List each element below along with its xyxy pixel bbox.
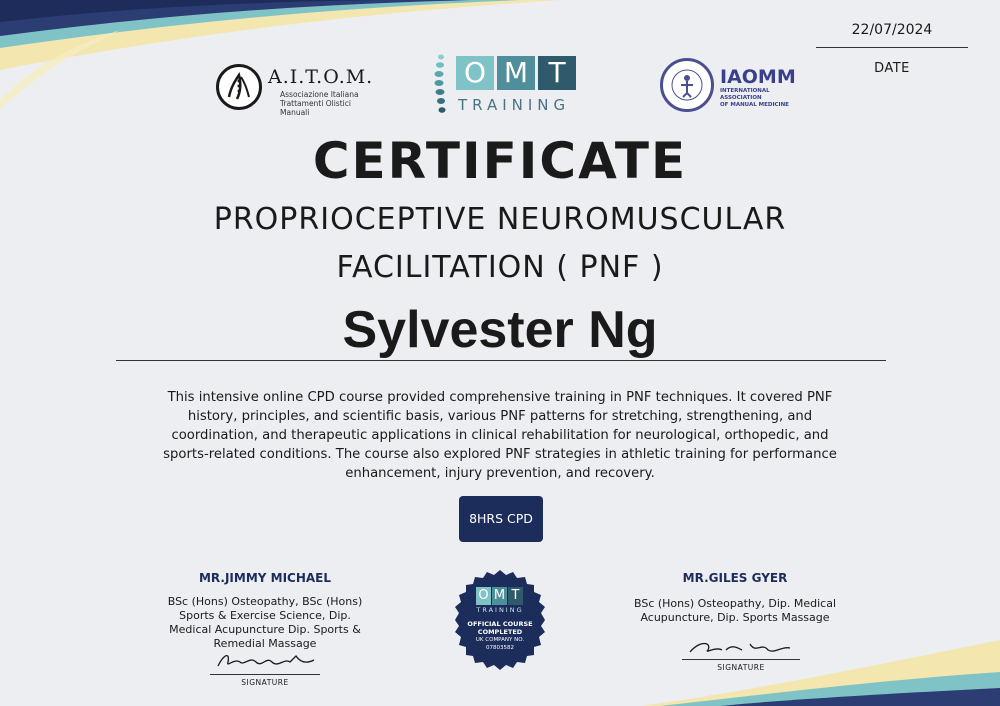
recipient-name: Sylvester Ng [342,301,658,359]
omt-letter-t: T [538,56,576,90]
spine-icon [432,52,450,118]
omt-letter-m: M [497,56,535,90]
signatory-name: MR.GILES GYER [682,571,788,585]
signature-line-right [682,659,800,660]
iaomm-subtitle: INTERNATIONAL ASSOCIATION OF MANUAL MEDICINE [720,88,789,108]
aitom-title: A.I.T.O.M. [268,66,374,88]
seal-brand: O M T [476,587,524,605]
signatory-qualifications: BSc (Hons) Osteopathy, Dip. Medical Acupuncture, Dip. Sports Massage [633,597,837,624]
signatory-left [160,571,370,651]
course-title [150,196,850,292]
course-title-line1: PROPRIOCEPTIVE NEUROMUSCULAR [213,202,787,237]
cpd-hours-badge: 8HRS CPD [459,496,543,542]
recipient-underline [116,360,886,361]
official-course-seal [449,569,551,671]
course-description: This intensive online CPD course provided comprehensive training in PNF techniques. It covered PNF history, principles, and scientific basis, various PNF patterns for stretching, strengthening, and coordination, and therapeutic applications in clinical rehabilitation for neurological, orthopedic, and sports-related conditions. The course also explored PNF strategies in athletic training for performance enhancement, injury prevention, and recovery. [163,390,837,481]
signatory-name: MR.JIMMY MICHAEL [198,571,332,585]
signature-line-left [210,674,320,675]
aitom-subtitle: Associazione Italiana Trattamenti Olistici Manuali [280,90,359,117]
date-label: DATE [874,61,910,76]
seal-brand-sub: TRAINING [476,606,524,614]
signatory-qualifications: BSc (Hons) Osteopathy, BSc (Hons) Sports & Exercise Science, Dip. Medical Acupuncture Dip. Sports & Remedial Massage [167,595,363,650]
omt-training-text: TRAINING [458,96,571,114]
seal-text: OFFICIAL COURSE COMPLETED UK COMPANY NO. 07803582 [467,620,533,651]
signatory-right [620,571,850,625]
signature-right [686,636,796,660]
certificate-title: CERTIFICATE [312,132,688,190]
hands-spine-icon [216,64,262,110]
iaomm-seal-icon [660,58,714,112]
date-underline [816,47,968,48]
signature-label-right: SIGNATURE [717,663,765,672]
omt-training-logo [432,52,587,118]
omt-letter-o: O [456,56,494,90]
course-title-line2: FACILITATION ( PNF ) [336,250,664,285]
date-value: 22/07/2024 [851,22,933,38]
signature-label-left: SIGNATURE [241,678,289,687]
iaomm-logo [660,58,800,114]
iaomm-title: IAOMM [720,66,796,88]
aitom-logo [216,62,374,117]
signature-left [214,648,318,674]
